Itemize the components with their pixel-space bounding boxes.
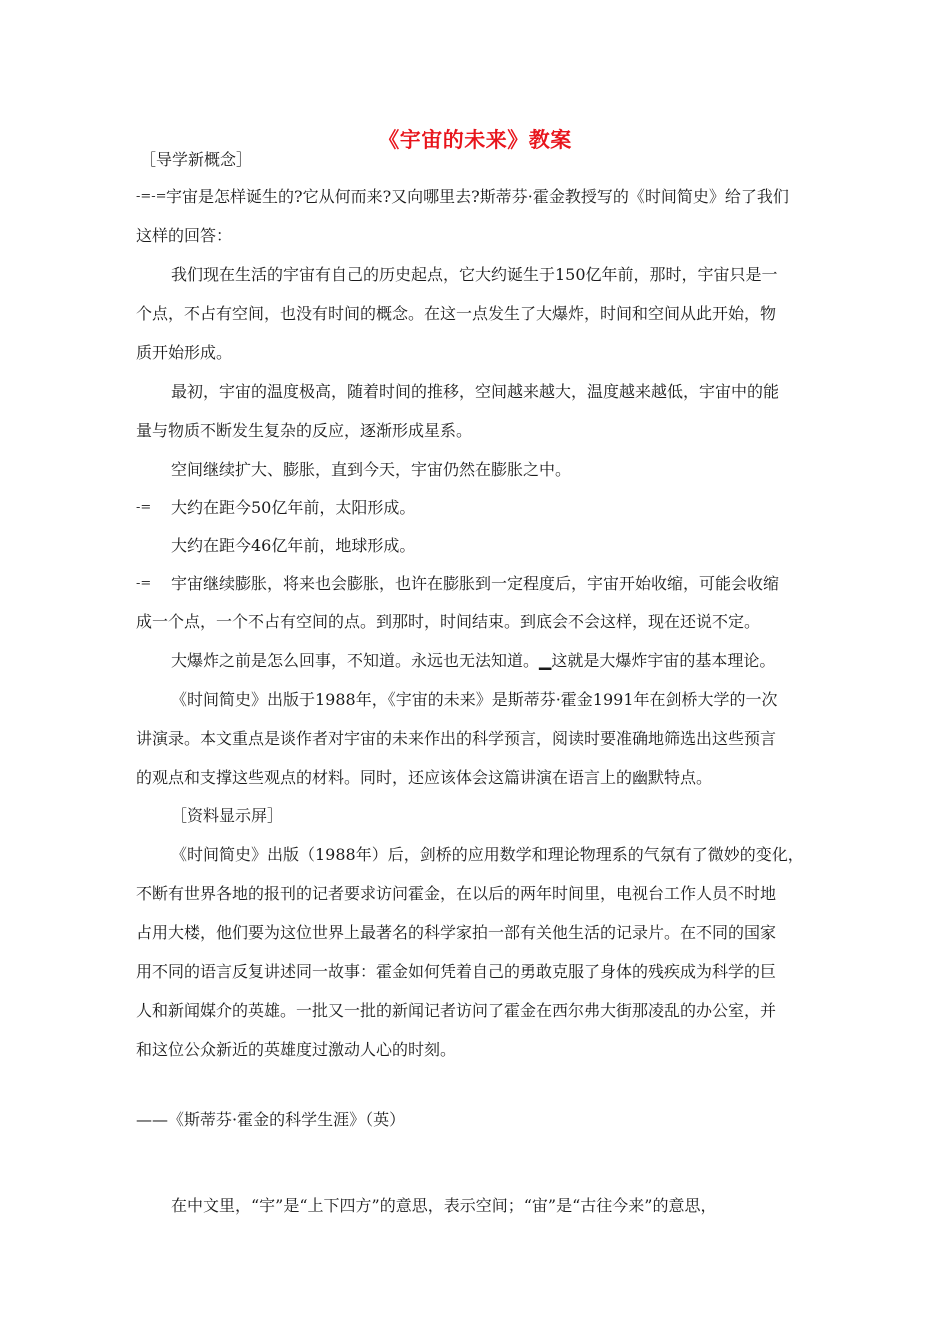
source-citation: ——《斯蒂芬·霍金的科学生涯》（英） [136, 1110, 406, 1129]
paragraph-2-line-1: 最初，宇宙的温度极高，随着时间的推移，空间越来越大，温度越来越低，宇宙中的能 [171, 382, 780, 401]
paragraph-9-line-1: 《时间简史》出版（1988年）后，剑桥的应用数学和理论物理系的气氛有了微妙的变化， [171, 845, 804, 864]
paragraph-4: 大约在距今50亿年前，太阳形成。 [171, 498, 416, 517]
paragraph-5: 大约在距今46亿年前，地球形成。 [171, 536, 416, 555]
paragraph-4-marker: -= [136, 500, 152, 515]
paragraph-1-line-2: 个点，不占有空间，也没有时间的概念。在这一点发生了大爆炸，时间和空间从此开始，物 [136, 304, 777, 323]
paragraph-9-line-2: 不断有世界各地的报刊的记者要求访问霍金，在以后的两年时间里，电视台工作人员不时地 [136, 884, 777, 903]
paragraph-7 [171, 651, 775, 671]
paragraph-6-marker: -= [136, 576, 152, 591]
paragraph-7-marker: ▁ [539, 651, 552, 670]
intro-line-2: 这样的回答： [136, 226, 233, 245]
paragraph-6-line-2: 成一个点，一个不占有空间的点。到那时，时间结束。到底会不会这样，现在还说不定。 [136, 612, 761, 631]
paragraph-9-line-6: 和这位公众新近的英雄度过激动人心的时刻。 [136, 1040, 457, 1059]
paragraph-8-line-2: 讲演录。本文重点是谈作者对宇宙的未来作出的科学预言，阅读时要准确地筛选出这些预言 [136, 729, 777, 748]
section-heading-guide: ［导学新概念］ [140, 150, 253, 169]
paragraph-8-line-1: 《时间简史》出版于1988年，《宇宙的未来》是斯蒂芬·霍金1991年在剑桥大学的一次 [171, 690, 778, 709]
paragraph-1-line-1: 我们现在生活的宇宙有自己的历史起点，它大约诞生于150亿年前，那时，宇宙只是一 [171, 265, 778, 284]
paragraph-9-line-3: 占用大楼，他们要为这位世界上最著名的科学家拍一部有关他生活的记录片。在不同的国家 [136, 923, 777, 942]
paragraph-9-line-5: 人和新闻媒介的英雄。一批又一批的新闻记者访问了霍金在西尔弗大街那凌乱的办公室，并 [136, 1001, 777, 1020]
paragraph-9-line-4: 用不同的语言反复讲述同一故事：霍金如何凭着自己的勇敢克服了身体的残疾成为科学的巨 [136, 962, 777, 981]
paragraph-7-part-1: 大爆炸之前是怎么回事，不知道。永远也无法知道。 [171, 651, 540, 670]
intro-marker: -=-= [136, 189, 167, 204]
paragraph-2-line-2: 量与物质不断发生复杂的反应，逐渐形成星系。 [136, 421, 473, 440]
paragraph-8-line-3: 的观点和支撑这些观点的材料。同时，还应该体会这篇讲演在语言上的幽默特点。 [136, 768, 713, 787]
intro-line-1: 宇宙是怎样诞生的?它从何而来?又向哪里去?斯蒂芬·霍金教授写的《时间简史》给了我们 [166, 187, 789, 206]
paragraph-3: 空间继续扩大、膨胀，直到今天，宇宙仍然在膨胀之中。 [171, 460, 572, 479]
paragraph-10: 在中文里，“宇”是“上下四方”的意思，表示空间；“宙”是“古往今来”的意思， [171, 1196, 717, 1215]
paragraph-1-line-3: 质开始形成。 [136, 343, 233, 362]
document-title: 《宇宙的未来》教案 [378, 128, 572, 152]
paragraph-6-line-1: 宇宙继续膨胀，将来也会膨胀，也许在膨胀到一定程度后，宇宙开始收缩，可能会收缩 [171, 574, 780, 593]
section-heading-resource: ［资料显示屏］ [171, 806, 284, 825]
paragraph-7-part-2: 这就是大爆炸宇宙的基本理论。 [551, 651, 776, 670]
